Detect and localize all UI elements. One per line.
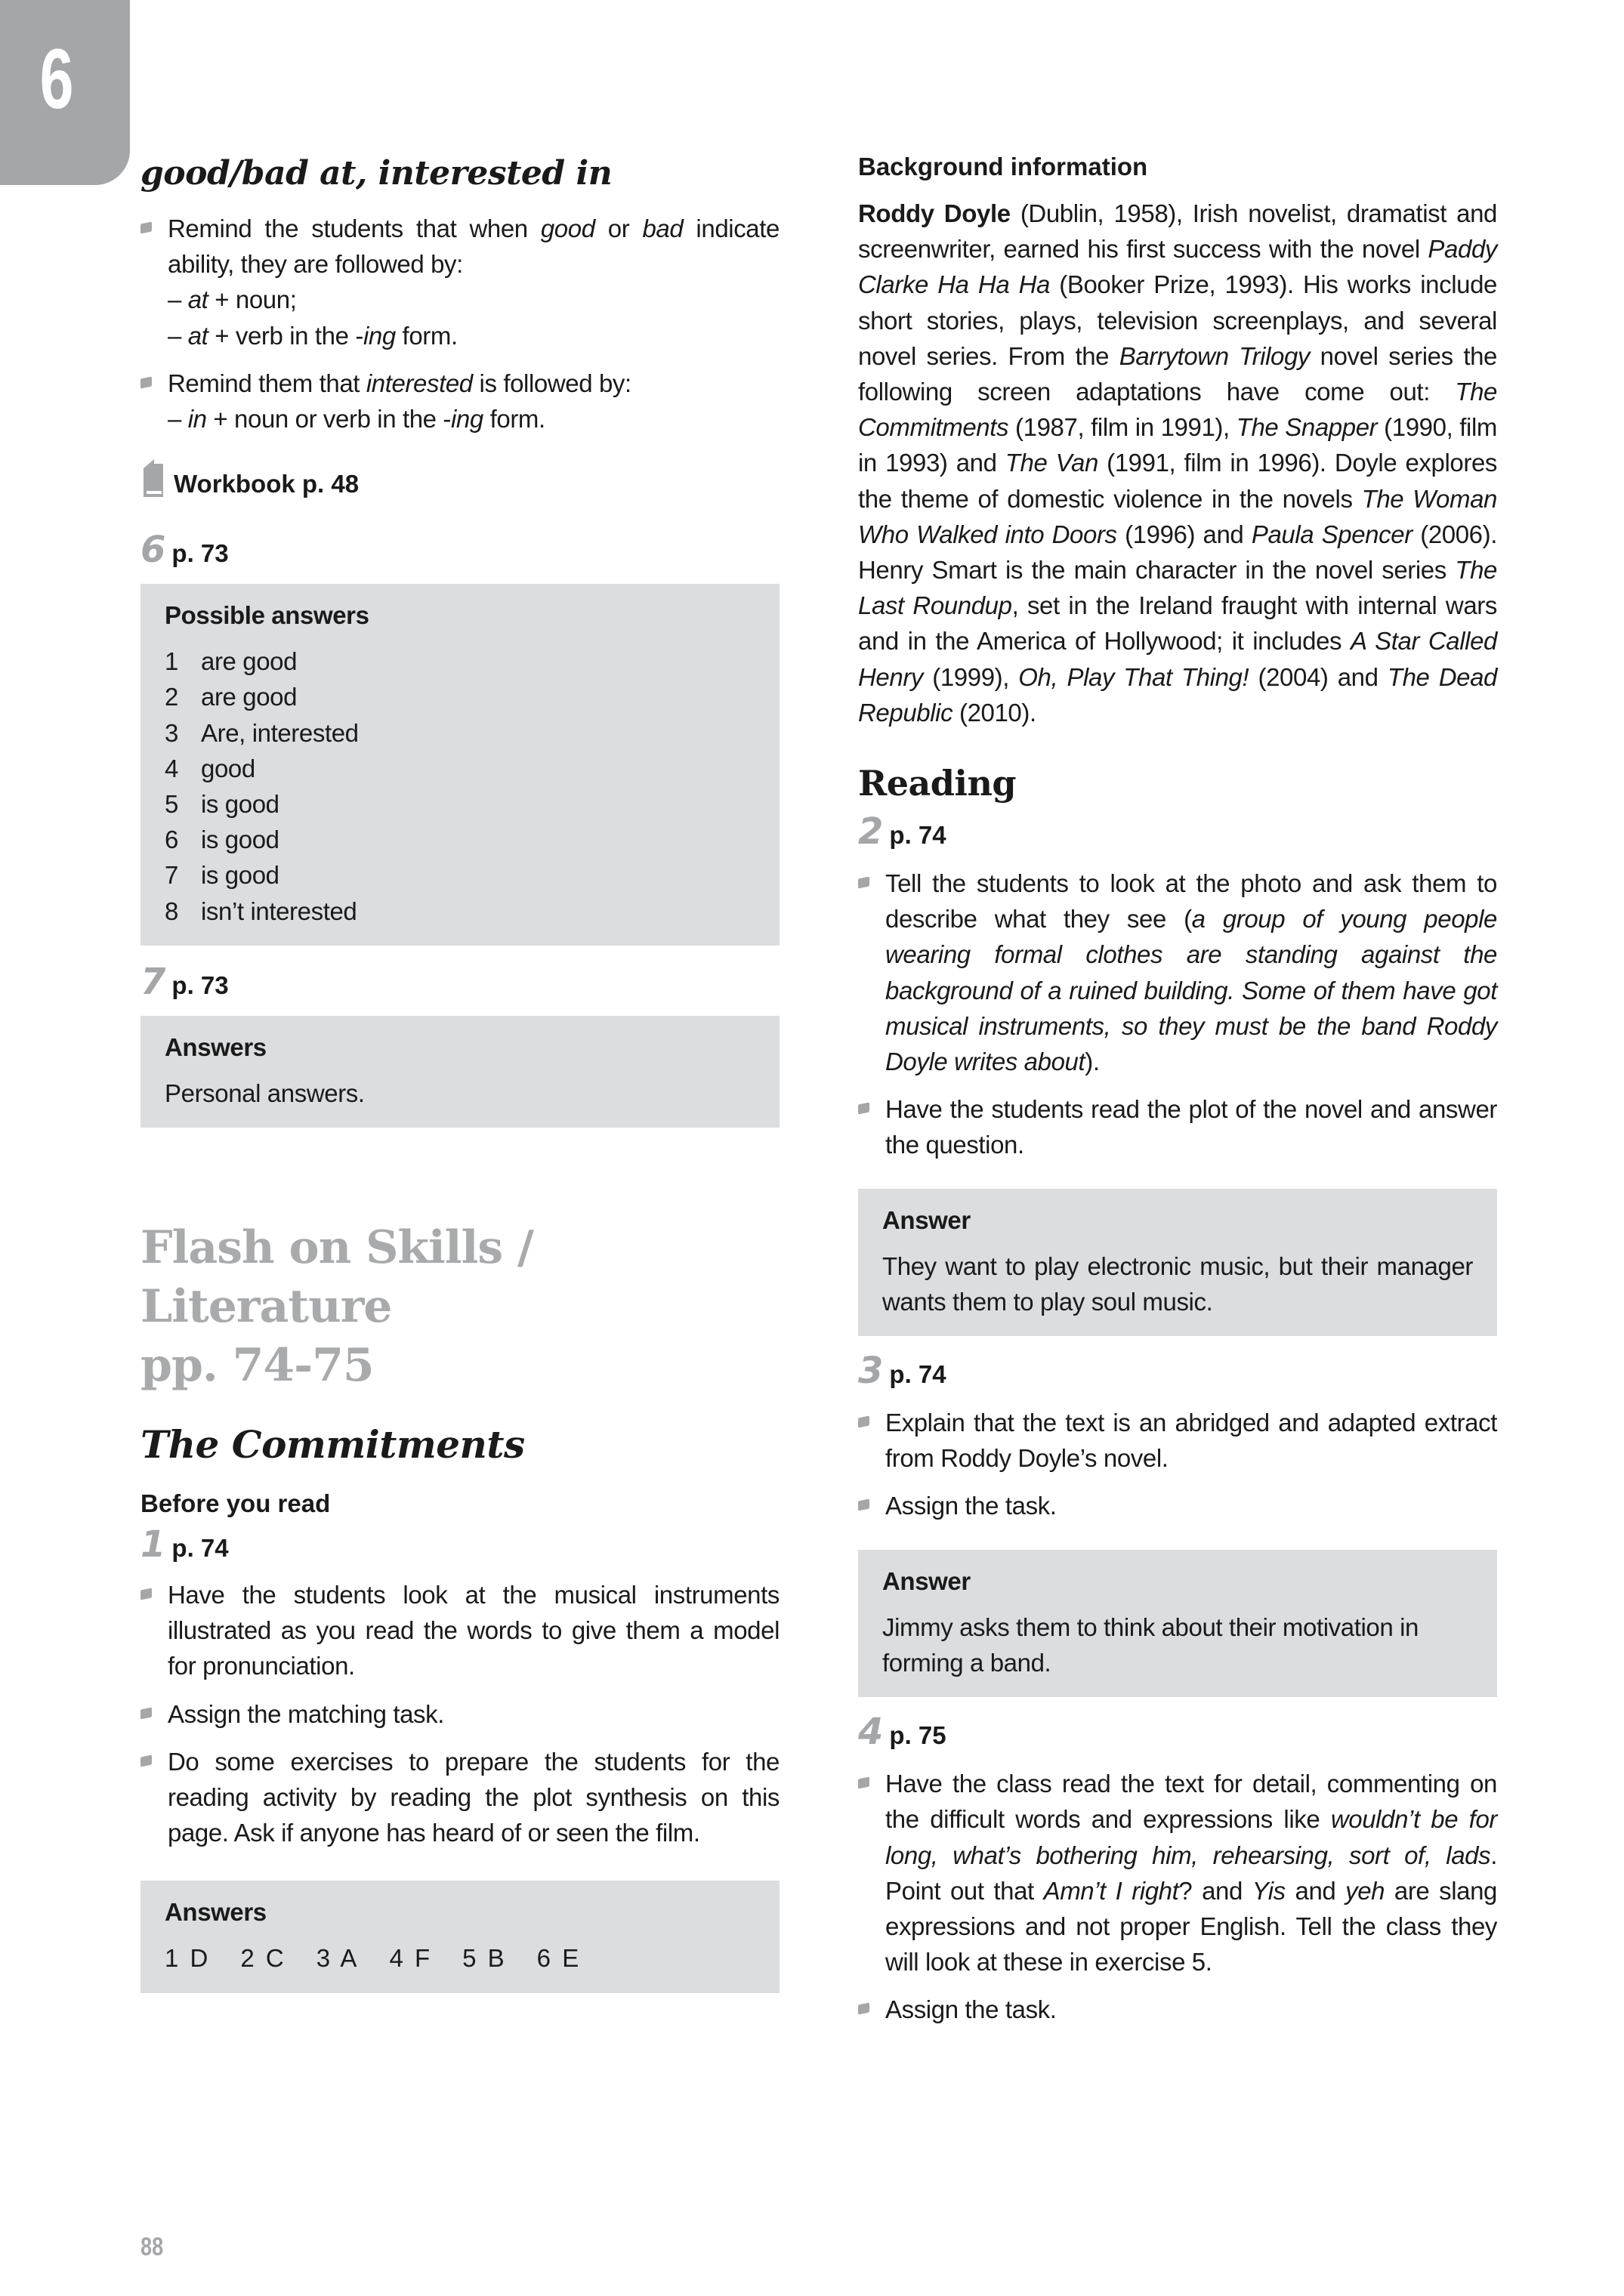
exercise-2-heading [858,810,1497,856]
box-title: Answers [165,1032,267,1061]
answers-box-1 [140,1881,780,1992]
list-item [858,1992,1497,2027]
text-run: (Dublin, 1958), Irish novelist, dramatist and screenwriter, earned his first success with the novel [858,199,1497,264]
workbook-reference [140,458,780,498]
list-item [858,1091,1497,1162]
exercise-6-heading [140,529,780,575]
text-run: (1996) and [1116,520,1252,548]
text-run: The Commitments [858,378,1497,442]
text-run: (1999), [923,662,1019,691]
answer-row [165,679,755,714]
exercise-number: 3 [858,1350,884,1393]
section-heading-good-bad: good/bad at, interested in [140,154,613,193]
text-run: + noun; [208,285,297,314]
answer-box-3 [858,1550,1497,1697]
box-text: They want to play electronic music, but their manager wants them to play soul music. [882,1251,1473,1316]
text-run: ing [363,321,396,350]
answer-item: 5 B [462,1944,507,1973]
box-text: Jimmy asks them to think about their motivation in forming a band. [882,1612,1419,1677]
text-run: ? and [1178,1876,1252,1905]
answer-row [165,715,755,751]
text-run: are slang expressions and not proper English. Tell the class they will look at these in exercise 5. [885,1876,1497,1977]
possible-answers-box [140,584,780,946]
answer-text: is good [201,826,279,854]
right-column [858,150,1497,2028]
answer-text: are good [201,647,298,676]
list-item [858,1766,1497,1980]
text-run: The Dead Republic [858,662,1498,727]
text-run: Amn’t I right [1043,1876,1179,1905]
workbook-label: Workbook p. 48 [174,470,360,498]
answer-number: 5 [165,790,178,819]
answer-text: isn’t interested [201,896,357,925]
text-run: Explain that the text is an abridged and adapted extract from Roddy Doyle’s novel. [885,1409,1497,1473]
text-run: at [187,321,208,350]
text-run: – [168,285,188,314]
text-run: Tell the students to look at the photo and ask them to describe what they see ( [885,869,1497,934]
background-info-text [858,196,1497,730]
text-run: Have the students read the plot of the novel and answer the question. [885,1095,1497,1159]
answer-text: are good [201,683,298,711]
text-run: is followed by: [472,369,631,397]
unit-number: 6 [39,32,74,126]
list-item [858,1488,1497,1523]
answer-text: is good [201,790,279,819]
exercise-number: 6 [140,529,166,572]
text-run: – [168,405,188,434]
answer-item: 2 C [240,1944,286,1973]
text-run: Have the students look at the musical instruments illustrated as you read the words to give them a model for pronunciation. [168,1581,780,1680]
answer-number: 4 [165,754,178,782]
list-item [140,211,780,353]
text-run: Assign the matching task. [168,1699,445,1728]
workbook-icon [140,458,166,498]
answer-list [165,1940,755,1976]
box-title: Answer [882,1205,971,1234]
text-run: (2004) and [1249,662,1388,691]
answer-text: good [201,754,255,782]
exercise-1-heading [140,1523,780,1569]
text-run: Assign the task. [885,1492,1057,1520]
text-run: Remind them that [168,369,366,397]
text-run: interested [366,369,473,397]
text-run: The Woman Who Walked into Doors [858,484,1497,548]
answer-row [165,893,755,929]
answer-item: 1 D [165,1944,211,1973]
text-run: indicate ability, they are followed by: [168,214,780,279]
text-run: The Van [1005,449,1098,477]
text-run: Remind the students that when [168,214,541,242]
text-run: bad [642,214,684,242]
text-run: a group of young people wearing formal clothes are standing against the background of a ruined building. Some of them have got musical instruments, so they must be the band Roddy Doyle writes about [885,905,1497,1076]
text-run: (2010). [952,698,1036,727]
left-column [140,151,780,1993]
list-item [858,1405,1497,1476]
text-run: The Last Roundup [858,556,1497,620]
text-run: in [187,405,207,434]
text-run: Paula Spencer [1251,520,1413,548]
heading-line: Flash on Skills / Literature [140,1221,533,1334]
bullet-list-ex2 [858,866,1497,1163]
exercise-page: p. 73 [171,971,229,999]
text-run: (Booker Prize, 1993). His works include short stories, plays, television screenplays, and several novel series. From the [858,270,1497,370]
exercise-number: 7 [140,960,166,1003]
answer-row [165,822,755,857]
answer-box-2 [858,1189,1497,1336]
answer-row [165,751,755,786]
text-run: ). [1085,1048,1100,1076]
answer-list [165,643,755,929]
text-run: + verb in the - [208,321,363,350]
text-run: Do some exercises to prepare the students for the reading activity by reading the plot synthesis on this page. Ask if anyone has heard of or seen the film. [168,1747,780,1847]
background-info-heading: Background information [858,153,1148,181]
list-item [140,1577,780,1684]
unit-tab [0,0,130,185]
text-run: + noun or verb in the - [206,405,451,434]
text-run: and [1285,1876,1346,1905]
text-run: yeh [1345,1876,1385,1905]
exercise-number: 4 [858,1711,884,1754]
box-text: Personal answers. [165,1079,365,1107]
bullet-list-good-bad [140,211,780,437]
text-run: novel series the following screen adaptations have come out: [858,341,1497,406]
answer-item: 3 A [316,1944,360,1973]
heading-pages: pp. 74-75 [140,1339,374,1393]
box-title: Answer [882,1566,971,1595]
box-title: Possible answers [165,601,369,630]
exercise-number: 2 [858,810,884,853]
answers-box-7 [140,1016,780,1128]
list-item [140,366,780,437]
text-run: Have the class read the text for detail, commenting on the difficult words and expressions like [885,1770,1497,1834]
exercise-7-heading [140,961,780,1007]
text-run: . Point out that [885,1841,1497,1905]
text-run: ing [450,405,483,434]
box-title: Answers [165,1898,267,1927]
answer-item: 6 E [536,1944,582,1973]
answer-item: 4 F [389,1944,433,1973]
answer-text: is good [201,861,279,890]
answer-number: 7 [165,861,178,890]
text-run: – [168,321,188,350]
answer-number: 6 [165,826,178,854]
bullet-list-ex3 [858,1405,1497,1524]
flash-on-skills-heading [140,1218,780,1395]
text-run: form. [395,321,458,350]
answer-number: 1 [165,647,178,676]
list-item [140,1696,780,1732]
text-run: Oh, Play That Thing! [1018,662,1249,691]
answer-row [165,857,755,893]
text-run: Roddy Doyle [858,199,1011,227]
text-run: (1990, film in 1993) and [858,413,1497,477]
answer-row [165,786,755,822]
bullet-list-ex1 [140,1577,780,1850]
reading-heading: Reading [858,763,1017,804]
commitments-title: The Commitments [140,1422,525,1467]
exercise-page: p. 75 [889,1721,946,1750]
exercise-page: p. 74 [171,1534,229,1563]
before-you-read-heading: Before you read [140,1489,331,1518]
text-run: , set in the Ireland fraught with internal wars and in the America of Hollywood; it includes [858,591,1497,656]
answer-number: 3 [165,718,178,747]
text-run: form. [483,405,545,434]
text-run: A Star Called Henry [858,627,1497,691]
exercise-4-heading [858,1711,1497,1757]
text-run: Barrytown Trilogy [1119,341,1311,370]
text-run: (2006). Henry Smart is the main character in the novel series [858,520,1497,585]
exercise-number: 1 [140,1523,166,1566]
list-item [140,1744,780,1851]
text-run: Assign the task. [885,1995,1057,2024]
text-run: The Snapper [1236,413,1378,442]
text-run: good [540,214,595,242]
text-run: or [594,214,643,242]
text-run: wouldn’t be for long, what’s bothering him, rehearsing, sort of, lads [885,1805,1497,1869]
text-run: (1987, film in 1991), [1008,413,1237,442]
text-run: at [187,285,208,314]
exercise-page: p. 74 [889,821,946,850]
list-item [858,866,1497,1079]
bullet-list-ex4 [858,1766,1497,2027]
text-run: Paddy Clarke Ha Ha Ha [858,235,1497,299]
text-run: (1991, film in 1996). Doyle explores the theme of domestic violence in the novels [858,449,1498,513]
text-run: Yis [1252,1876,1286,1905]
answer-text: Are, interested [201,718,359,747]
answer-row [165,643,755,679]
exercise-page: p. 73 [171,539,229,568]
page-number: 88 [140,2233,164,2261]
answer-number: 8 [165,896,178,925]
exercise-page: p. 74 [889,1360,946,1389]
answer-number: 2 [165,683,178,711]
exercise-3-heading [858,1350,1497,1396]
